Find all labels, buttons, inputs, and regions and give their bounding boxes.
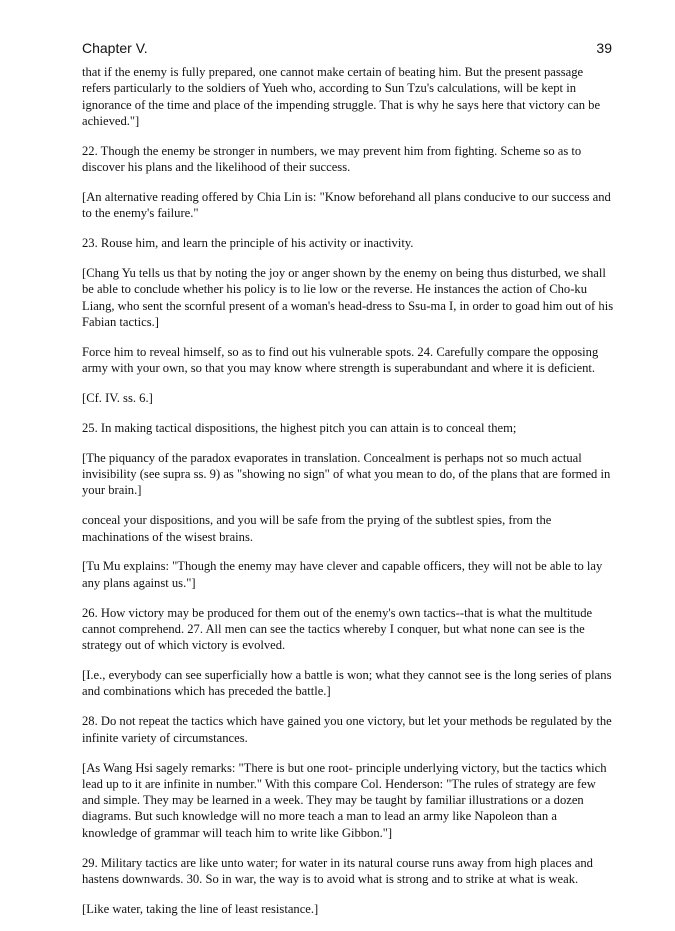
paragraph: 26. How victory may be produced for them out of the enemy's own tactics--that is what the multitude cannot comprehend. 27. All men can see the tactics whereby I conquer, but what none can see is the strategy out of which victory is evolved. (82, 605, 593, 653)
page-number: 39 (596, 40, 612, 56)
paragraph: 25. In making tactical dispositions, the highest pitch you can attain is to conceal them; (82, 420, 517, 435)
paragraph: 28. Do not repeat the tactics which have gained you one victory, but let your methods be regulated by the infinite variety of circumstances. (82, 714, 612, 745)
paragraph: [As Wang Hsi sagely remarks: "There is but one root- principle underlying victory, but the tactics which lead up to it are infinite in number." With this compare Col. Henderson: "The rules of strategy are few and simple. They may be learned in a week. They may be taught by familiar illustrations or a dozen diagrams. But such knowledge will no more teach a man to lead an army like Napoleon than a knowledge of grammar will teach him to write like Gibbon."] (82, 760, 607, 840)
body-text (82, 64, 614, 931)
paragraph: conceal your dispositions, and you will be safe from the prying of the subtlest spies, from the machinations of the wisest brains. (82, 513, 552, 544)
paragraph: 23. Rouse him, and learn the principle of his activity or inactivity. (82, 236, 414, 251)
chapter-title: Chapter V. (82, 40, 148, 56)
paragraph: [I.e., everybody can see superficially how a battle is won; what they cannot see is the long series of plans and combinations which has preceded the battle.] (82, 668, 612, 699)
paragraph: [Chang Yu tells us that by noting the joy or anger shown by the enemy on being thus disturbed, we shall be able to conclude whether his policy is to lie low or the reverse. He instances the action of Cho-ku Liang, who sent the scornful present of a woman's head-dress to Ssu-ma I, in order to goad him out of his Fabian tactics.] (82, 266, 614, 329)
paragraph: 29. Military tactics are like unto water; for water in its natural course runs away from high places and hastens downwards. 30. So in war, the way is to avoid what is strong and to strike at what is weak. (82, 855, 593, 886)
paragraph: [Cf. IV. ss. 6.] (82, 391, 153, 406)
paragraph: [An alternative reading offered by Chia Lin is: "Know beforehand all plans conducive to our success and to the enemy's failure." (82, 189, 611, 221)
paragraph: Force him to reveal himself, so as to find out his vulnerable spots. 24. Carefully compare the opposing army with your own, so that you may know where strength is superabundant and where it is deficient. (82, 344, 599, 376)
paragraph: [Tu Mu explains: "Though the enemy may have clever and capable officers, they will not be able to lay any plans against us."] (82, 559, 603, 590)
paragraph: 22. Though the enemy be stronger in numbers, we may prevent him from fighting. Scheme so as to discover his plans and the likelihood of their success. (82, 143, 582, 175)
paragraph: [Like water, taking the line of least resistance.] (82, 901, 319, 916)
running-header (82, 40, 612, 58)
paragraph: that if the enemy is fully prepared, one cannot make certain of beating him. But the present passage refers particularly to the soldiers of Yueh who, according to Sun Tzu's calculations, will be kept in ignorance of the time and place of the impending struggle. That is why he says here that victory can be achieved."] (82, 65, 601, 128)
paragraph: [The piquancy of the paradox evaporates in translation. Concealment is perhaps not so much actual invisibility (see supra ss. 9) as "showing no sign" of what you mean to do, of the plans that are formed in your brain.] (82, 450, 611, 498)
